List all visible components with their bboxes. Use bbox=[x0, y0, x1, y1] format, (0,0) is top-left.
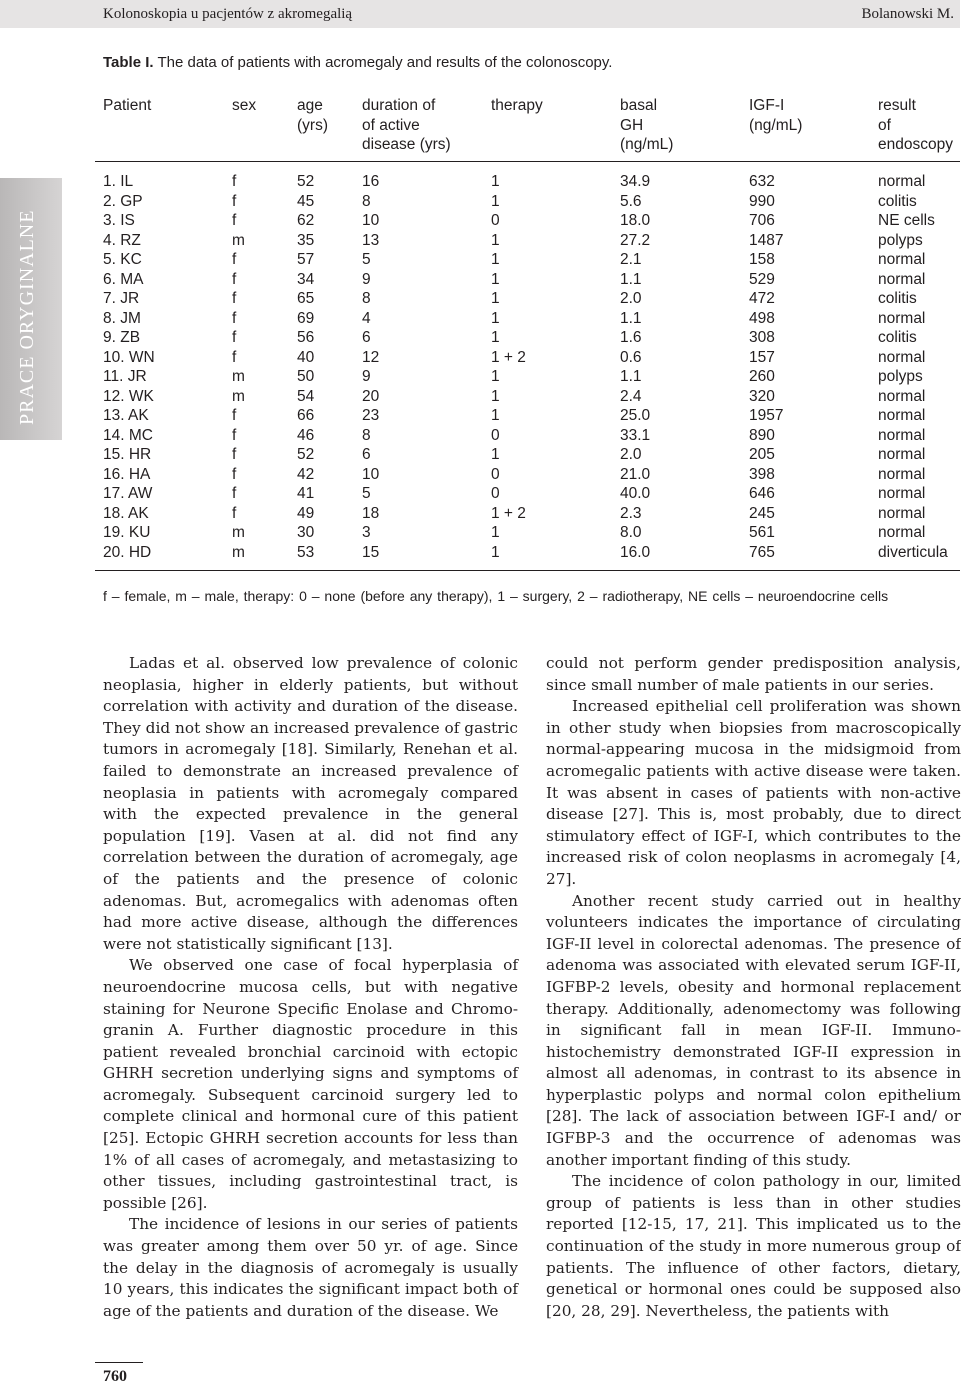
table-cell: 49 bbox=[297, 504, 315, 522]
table-cell: 1 bbox=[491, 524, 500, 541]
table-cell: NE cells bbox=[878, 212, 935, 229]
table-header-cell bbox=[297, 96, 328, 135]
table-cell: 15. HR bbox=[103, 446, 152, 463]
body-paragraph: We observed one case of focal hyperplasia of neuroendocrine mucosa cells, but with negative staining for Neurone Specific Enolase and Chromogranin A. Further diagnostic procedure in this patient revealed bronchial carcinoid with ectopic GHRH secretion underlying signs and symptoms of acromegaly. Subsequent carcinoid surgery led to complete clinical and hormonal cure of this patient [25]. Ectopic GHRH secretion accounts for less than 1% of all cases of acromegaly, and metastasizing to other tissues, including gastrointestinal tract, is possible [26]. bbox=[103, 956, 518, 1212]
table-cell: 1 bbox=[491, 173, 500, 190]
table-cell: f bbox=[232, 465, 237, 483]
table-cell: 1 bbox=[491, 192, 500, 210]
table-cell: 30 bbox=[297, 524, 315, 541]
table-cell: 34.9 bbox=[620, 173, 651, 190]
table-cell: 5. KC bbox=[103, 251, 142, 268]
table-cell: 54 bbox=[297, 387, 315, 405]
body-left-column bbox=[103, 653, 518, 1322]
table-cell: 646 bbox=[749, 485, 775, 502]
table-cell: 8.0 bbox=[620, 524, 642, 541]
table-cell: 5 bbox=[362, 485, 371, 502]
table-cell: 18 bbox=[362, 504, 380, 522]
table-cell: 245 bbox=[749, 504, 775, 522]
table-cell: 0 bbox=[491, 212, 500, 229]
table-cell: f bbox=[232, 309, 237, 327]
table-cell: 7. JR bbox=[103, 290, 140, 307]
table-cell: normal bbox=[878, 504, 926, 522]
table-cell: 0.6 bbox=[620, 348, 642, 366]
table-cell: f bbox=[232, 270, 237, 288]
table-cell: 1 bbox=[491, 231, 500, 249]
table-cell: normal bbox=[878, 446, 926, 463]
table-cell: colitis bbox=[878, 329, 917, 346]
table-cell: 9 bbox=[362, 368, 371, 385]
table-cell: 308 bbox=[749, 329, 775, 346]
table-header-rule bbox=[95, 161, 960, 162]
body-paragraph: could not perform gender predisposition analysis, since small number of male patients in our series. bbox=[546, 654, 961, 694]
table-cell: 9 bbox=[362, 270, 371, 288]
table-cell: 1 bbox=[491, 270, 500, 288]
table-cell: 66 bbox=[297, 407, 315, 424]
table-cell: 1 bbox=[491, 329, 500, 346]
table-cell: 1. IL bbox=[103, 173, 134, 190]
table-cell: 40 bbox=[297, 348, 315, 366]
table-cell: 158 bbox=[749, 251, 775, 268]
table-cell: 42 bbox=[297, 465, 315, 483]
table-cell: 1.1 bbox=[620, 368, 642, 385]
table-cell: 1957 bbox=[749, 407, 784, 424]
table-cell: 20. HD bbox=[103, 543, 152, 561]
table-cell: 8 bbox=[362, 290, 371, 307]
table-header-line: of bbox=[878, 116, 891, 134]
table-header-cell bbox=[232, 96, 256, 116]
table-cell: normal bbox=[878, 173, 926, 190]
table-cell: 2.0 bbox=[620, 290, 642, 307]
table-cell: f bbox=[232, 173, 237, 190]
table-cell: normal bbox=[878, 485, 926, 502]
table-cell: 5 bbox=[362, 251, 371, 268]
body-right-column bbox=[546, 653, 961, 1322]
table-cell: normal bbox=[878, 524, 926, 541]
table-cell: 6. MA bbox=[103, 270, 144, 288]
table-cell: 398 bbox=[749, 465, 775, 483]
table-cell: f bbox=[232, 212, 237, 229]
table-cell: 23 bbox=[362, 407, 380, 424]
body-paragraph: The incidence of lesions in our series of patients was greater among them over 50 yr. of age. Since the delay in the diagnosis of acromegaly is usually 10 years, this indicates the significant impact both of age of the patients and duration of the disease. We bbox=[103, 1215, 518, 1320]
table-cell: 1 bbox=[491, 407, 500, 424]
table-cell: normal bbox=[878, 251, 926, 268]
table-header-line: basal bbox=[620, 97, 658, 114]
table-cell: 1 bbox=[491, 251, 500, 268]
table-header-line: duration of bbox=[362, 97, 436, 114]
table-caption bbox=[103, 54, 612, 71]
section-side-label: PRACE ORYGINALNE bbox=[16, 209, 38, 425]
table-cell: 1487 bbox=[749, 231, 784, 249]
table-header-line: endoscopy bbox=[878, 136, 953, 153]
table-cell: 16.0 bbox=[620, 543, 651, 561]
table-cell: 11. JR bbox=[103, 368, 147, 385]
table-cell: f bbox=[232, 446, 237, 463]
table-cell: 21.0 bbox=[620, 465, 651, 483]
table-caption-label: Table I. bbox=[103, 54, 154, 71]
table-cell: f bbox=[232, 251, 237, 268]
table-cell: m bbox=[232, 387, 245, 405]
table-cell: 45 bbox=[297, 192, 315, 210]
table-cell: 4. RZ bbox=[103, 231, 141, 249]
table-cell: 34 bbox=[297, 270, 315, 288]
table-cell: 4 bbox=[362, 309, 371, 327]
table-cell: 1.1 bbox=[620, 270, 642, 288]
table-cell: 69 bbox=[297, 309, 315, 327]
table-cell: 13 bbox=[362, 231, 380, 249]
table-cell: 3. IS bbox=[103, 212, 135, 229]
table-cell: 561 bbox=[749, 524, 775, 541]
table-cell: 18.0 bbox=[620, 212, 651, 229]
table-cell: 472 bbox=[749, 290, 775, 307]
table-cell: 1 bbox=[491, 309, 500, 327]
table-cell: 33.1 bbox=[620, 426, 651, 444]
table-header-line: sex bbox=[232, 97, 257, 114]
table-header-line: (yrs) bbox=[297, 116, 328, 134]
table-cell: 205 bbox=[749, 446, 775, 463]
table-cell: 13. AK bbox=[103, 407, 149, 424]
running-head-bar bbox=[0, 0, 960, 28]
running-head-title: Kolonoskopia u pacjentów z akromegalią bbox=[103, 6, 353, 22]
table-cell: 1 bbox=[491, 543, 500, 561]
table-cell: m bbox=[232, 368, 245, 385]
table-cell: 8 bbox=[362, 192, 371, 210]
table-cell: 2. GP bbox=[103, 192, 143, 210]
table-cell: 1.1 bbox=[620, 309, 642, 327]
table-cell: 40.0 bbox=[620, 485, 651, 502]
table-cell: 706 bbox=[749, 212, 775, 229]
table-cell: 3 bbox=[362, 524, 371, 541]
page-number: 760 bbox=[103, 1368, 127, 1385]
table-cell: 41 bbox=[297, 485, 315, 502]
table-cell: polyps bbox=[878, 368, 923, 385]
table-cell: 1 bbox=[491, 387, 500, 405]
table-header-cell bbox=[103, 96, 151, 116]
table-cell: 9. ZB bbox=[103, 329, 141, 346]
table-header-line: IGF-I bbox=[749, 97, 785, 114]
table-cell: normal bbox=[878, 270, 926, 288]
table-cell: normal bbox=[878, 407, 926, 424]
body-paragraph: Increased epithelial cell proliferation was shown in other study when biopsies from macroscopically normal-appearing mucosa in the midsigmoid from acromegalic patients with active disease were taken. It was absent in cases of patients with non-active disease [27]. This is, most probably, due to direct stimulatory effect of IGF-I, which contributes to the increased risk of colon neoplasms in acromegaly [4, 27]. bbox=[546, 697, 961, 888]
table-cell: f bbox=[232, 329, 237, 346]
table-cell: colitis bbox=[878, 290, 917, 307]
table-cell: 12 bbox=[362, 348, 380, 366]
table-cell: 18. AK bbox=[103, 504, 149, 522]
table-cell: 6 bbox=[362, 446, 371, 463]
table-header-cell bbox=[491, 96, 543, 116]
table-cell: normal bbox=[878, 426, 926, 444]
table-cell: 15 bbox=[362, 543, 380, 561]
table-cell: 16. HA bbox=[103, 465, 151, 483]
table-bottom-rule bbox=[95, 570, 960, 571]
table-cell: f bbox=[232, 485, 237, 502]
table-cell: 157 bbox=[749, 348, 775, 366]
table-header-line: disease (yrs) bbox=[362, 136, 451, 153]
table-cell: 65 bbox=[297, 290, 315, 307]
table-cell: 2.0 bbox=[620, 446, 642, 463]
table-cell: 27.2 bbox=[620, 231, 651, 249]
table-cell: 1 bbox=[491, 368, 500, 385]
table-cell: f bbox=[232, 504, 237, 522]
table-cell: 2.4 bbox=[620, 387, 642, 405]
table-cell: 50 bbox=[297, 368, 315, 385]
table-cell: normal bbox=[878, 387, 926, 405]
table-cell: 52 bbox=[297, 446, 315, 463]
table-cell: colitis bbox=[878, 192, 917, 210]
table-cell: 52 bbox=[297, 173, 315, 190]
table-header-cell bbox=[620, 96, 673, 155]
table-cell: 260 bbox=[749, 368, 775, 385]
table-footnote: f – female, m – male, therapy: 0 – none (before any therapy), 1 – surgery, 2 – radiotherapy, NE cells – neuroendocrine cells bbox=[103, 588, 889, 604]
table-cell: 498 bbox=[749, 309, 775, 327]
table-cell: f bbox=[232, 290, 237, 307]
table-cell: 56 bbox=[297, 329, 315, 346]
table-cell: 57 bbox=[297, 251, 315, 268]
table-cell: 25.0 bbox=[620, 407, 651, 424]
table-cell: 8. JM bbox=[103, 309, 141, 327]
table-header-line: age bbox=[297, 97, 323, 114]
table-cell: 8 bbox=[362, 426, 371, 444]
table-cell: 53 bbox=[297, 543, 315, 561]
table-cell: 2.3 bbox=[620, 504, 642, 522]
table-cell: 10 bbox=[362, 465, 380, 483]
page-foot-rule bbox=[95, 1362, 143, 1363]
body-paragraph: Ladas et al. observed low prevalence of colonic neoplasia, higher in elderly patients, but without correlation with activity and duration of the disease. They did not show an increased prevalence of gastric tumors in acromegaly [18]. Similarly, Renehan et al. failed to demonstrate an increased prevalence of neoplasia in patients with acromegaly compared with the expected prevalence in the general population [19]. Vasen at al. did not find any correlation between the duration of acromegaly, age of the patients and the presence of colonic adenomas. But, acromegalics with adenomas often had more active disease, although the differences were not statistically significant [13]. bbox=[103, 654, 518, 953]
table-cell: 1.6 bbox=[620, 329, 642, 346]
table-header-cell bbox=[749, 96, 802, 135]
table-header-line: of active bbox=[362, 116, 420, 134]
table-cell: 19. KU bbox=[103, 524, 151, 541]
table-header-line: result bbox=[878, 97, 916, 114]
body-paragraph: The incidence of colon pathology in our, limited group of patients is less than in other studies reported [12-15, 17, 21]. This implicated us to the continuation of the study in more numerous group of patients. The influence of other factors, dietary, genetical or hormonal ones could be supposed also [20, 28, 29]. Nevertheless, the patients with bbox=[546, 1172, 961, 1320]
table-cell: 0 bbox=[491, 426, 500, 444]
table-cell: 20 bbox=[362, 387, 380, 405]
table-header-cell bbox=[362, 96, 451, 155]
table-cell: 6 bbox=[362, 329, 371, 346]
table-cell: polyps bbox=[878, 231, 923, 249]
table-cell: 16 bbox=[362, 173, 380, 190]
table-header-line: (ng/mL) bbox=[749, 116, 803, 134]
table-cell: 1 bbox=[491, 290, 500, 307]
body-paragraph: Another recent study carried out in healthy volunteers indicates the importance of circulating IGF-II level in colorectal adenomas. The presence of adenoma was associated with elevated serum IGF-II, IGFBP-2 levels, obesity and hormonal replacement therapy. Additionally, adenomectomy was following in significant fall in mean IGF-II. Immunohistochemistry demonstrated IGF-II expression in almost all adenomas, in contrast to its absence in hyperplastic polyps and normal colon epithelium [28]. The lack of association between IGF-I and/ or IGFBP-3 and the occurrence of adenomas was another important finding of this study. bbox=[546, 891, 961, 1169]
table-cell: 1 + 2 bbox=[491, 348, 526, 366]
table-cell: 10 bbox=[362, 212, 380, 229]
table-cell: 765 bbox=[749, 543, 775, 561]
table-cell: 1 bbox=[491, 446, 500, 463]
table-cell: 320 bbox=[749, 387, 775, 405]
table-cell: f bbox=[232, 407, 237, 424]
table-header-line: (ng/mL) bbox=[620, 136, 674, 153]
table-cell: normal bbox=[878, 348, 926, 366]
table-cell: diverticula bbox=[878, 543, 948, 561]
table-cell: 0 bbox=[491, 465, 500, 483]
table-cell: 1 + 2 bbox=[491, 504, 526, 522]
table-cell: m bbox=[232, 543, 245, 561]
table-cell: f bbox=[232, 192, 237, 210]
table-cell: 62 bbox=[297, 212, 315, 229]
table-cell: f bbox=[232, 426, 237, 444]
table-cell: 890 bbox=[749, 426, 775, 444]
table-cell: m bbox=[232, 524, 245, 541]
table-cell: f bbox=[232, 348, 237, 366]
table-cell: 35 bbox=[297, 231, 315, 249]
table-cell: 46 bbox=[297, 426, 315, 444]
table-cell: 17. AW bbox=[103, 485, 153, 502]
table-cell: 632 bbox=[749, 173, 775, 190]
running-head-author: Bolanowski M. bbox=[861, 6, 954, 22]
table-header-line: therapy bbox=[491, 97, 543, 114]
table-cell: 0 bbox=[491, 485, 500, 502]
table-header-line: GH bbox=[620, 116, 644, 134]
table-cell: 2.1 bbox=[620, 251, 642, 268]
table-cell: normal bbox=[878, 465, 926, 483]
table-cell: m bbox=[232, 231, 245, 249]
table-caption-text: The data of patients with acromegaly and results of the colonoscopy. bbox=[153, 54, 613, 71]
table-header-line: Patient bbox=[103, 97, 152, 114]
table-cell: 5.6 bbox=[620, 192, 642, 210]
table-cell: normal bbox=[878, 309, 926, 327]
table-cell: 10. WN bbox=[103, 348, 155, 366]
table-cell: 12. WK bbox=[103, 387, 154, 405]
table-cell: 529 bbox=[749, 270, 775, 288]
table-header-cell bbox=[878, 96, 953, 155]
table-cell: 14. MC bbox=[103, 426, 153, 444]
table-cell: 990 bbox=[749, 192, 775, 210]
